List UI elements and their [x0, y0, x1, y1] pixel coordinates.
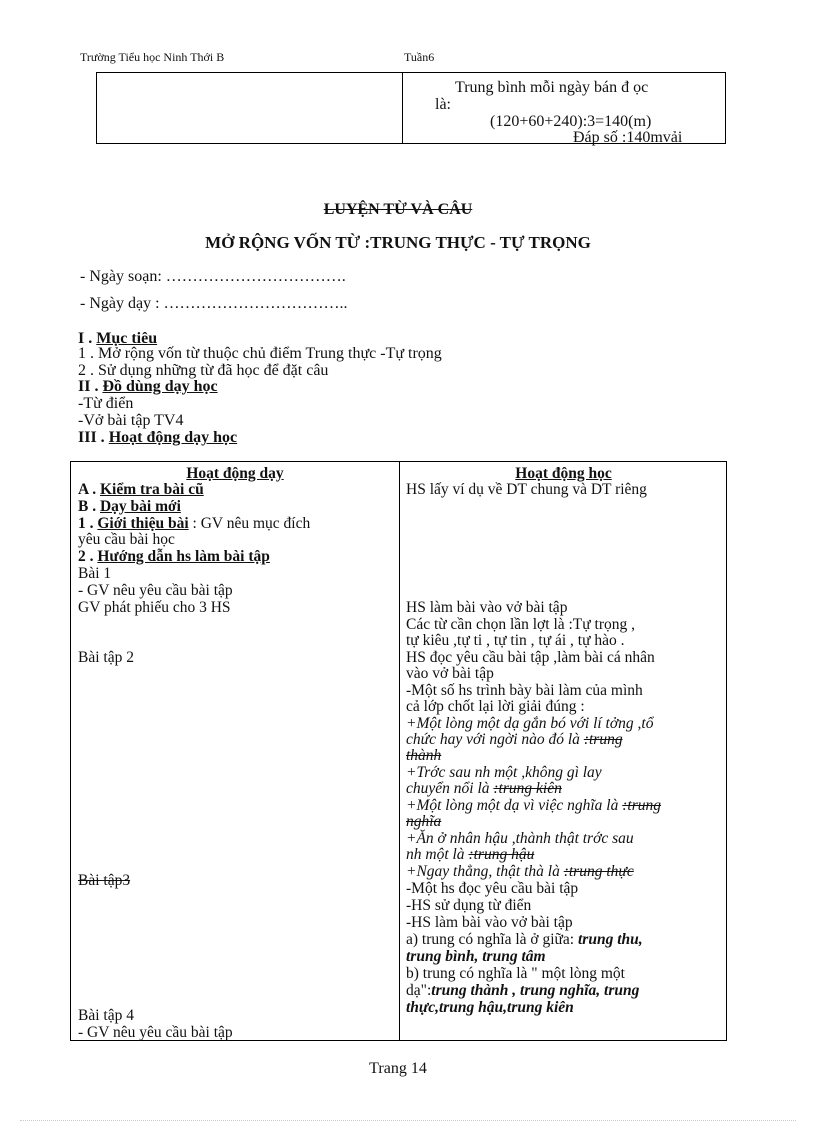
learn-line-25	[406, 983, 639, 999]
learn-line-1: HS lấy ví dụ về DT chung và DT riêng	[406, 481, 647, 498]
learn-line-7: -Một số hs trình bày bài làm của mình	[406, 682, 643, 699]
exercise-1-line-b: GV phát phiếu cho 3 HS	[78, 599, 231, 616]
answer-2-text: chức hay với ngời nào đó là	[406, 731, 584, 748]
answer-line-10	[406, 864, 634, 880]
answer-line-1: +Một lòng một dạ gắn bó với lí tởng ,tổ	[406, 715, 654, 732]
learn-22-text: a) trung có nghĩa là ở giữa:	[406, 931, 578, 948]
answer-2-word: :trung	[583, 731, 623, 748]
learn-line-22	[406, 932, 643, 948]
previous-table-fragment	[96, 72, 726, 144]
exercise-4-line-a: - GV nêu yêu cầu bài tập	[78, 1024, 233, 1041]
answer-10-word: :trung thực	[563, 863, 634, 880]
learn-line-4: tự kiêu ,tự ti , tự tin , tự ái , tự hào .	[406, 632, 625, 649]
answer-line-8: +Ăn ở nhân hậu ,thành thật trớc sau	[406, 830, 634, 847]
answer-line-9	[406, 847, 534, 863]
answer-10-text: +Ngay thẳng, thật thà là	[406, 863, 564, 880]
step-a-title: Kiểm tra bài cũ	[99, 481, 204, 498]
school-name: Trường Tiểu học Ninh Thới B	[80, 50, 225, 64]
section-2-heading	[78, 378, 218, 395]
section-3-number: III .	[78, 429, 105, 446]
prep-date: - Ngày soạn: …………………………….	[80, 268, 346, 285]
exercise-1-label: Bài 1	[78, 565, 112, 582]
tool-1: -Từ điển	[78, 395, 134, 412]
answer-9-text: nh một là	[406, 846, 469, 863]
answer-line-2	[406, 732, 623, 748]
column-header-teach: Hoạt động dạy	[186, 465, 284, 482]
learn-line-26: thực,trung hậu,trung kiên	[406, 999, 574, 1016]
section-1-title: Mục tiêu	[96, 330, 158, 347]
tool-2: -Vở bài tập TV4	[78, 412, 184, 429]
answer-line-7: nghĩa	[406, 813, 442, 830]
answer-9-word: :trung hậu	[468, 846, 535, 863]
section-3-heading	[78, 429, 237, 446]
step-a	[78, 482, 204, 498]
exercise-2-label: Bài tập 2	[78, 649, 134, 666]
exercise-4-label: Bài tập 4	[78, 1007, 134, 1024]
learn-25-text: dạ":	[406, 982, 432, 999]
step-b	[78, 499, 181, 515]
answer-6-text: +Một lòng một dạ vì việc nghĩa là	[406, 797, 623, 814]
answer-line-4: +Trớc sau nh một ,không gì lay	[406, 764, 602, 781]
week-label: Tuần6	[404, 50, 435, 64]
activities-table	[70, 461, 727, 1041]
step-b-number: B .	[78, 498, 97, 515]
bottom-divider	[20, 1120, 796, 1121]
guide-step	[78, 549, 270, 565]
subject-title: LUYỆN TỪ VÀ CÂU	[323, 201, 473, 218]
answer-5-word: :trung kiên	[493, 780, 562, 797]
objective-2: 2 . Sử dụng những từ đã học để đặt câu	[78, 362, 329, 379]
intro-number: 1 .	[78, 515, 94, 532]
exercise-3-label: Bài tập3	[78, 872, 131, 889]
teach-date: - Ngày dạy : ……………………………..	[80, 295, 348, 312]
section-3-title: Hoạt động dạy học	[108, 429, 238, 446]
learn-line-20: -HS sử dụng từ điển	[406, 897, 532, 914]
step-b-title: Dạy bài mới	[99, 498, 181, 515]
section-1-number: I .	[78, 330, 93, 347]
lesson-title: MỞ RỘNG VỐN TỪ :TRUNG THỰC - TỰ TRỌNG	[205, 233, 591, 252]
learn-line-8: cả lớp chốt lại lời giải đúng :	[406, 698, 585, 715]
page-number: Trang 14	[369, 1060, 427, 1077]
step-a-number: A .	[78, 481, 97, 498]
learn-25-words: trung thành , trung nghĩa, trung	[431, 982, 640, 999]
answer-line-6	[406, 798, 661, 814]
intro-text-2: yêu cầu bài học	[78, 531, 175, 548]
answer-line-5	[406, 781, 562, 797]
learn-line-21: -HS làm bài vào vở bài tập	[406, 914, 573, 931]
column-divider	[402, 73, 403, 143]
guide-title: Hướng dẫn hs làm bài tập	[97, 548, 270, 565]
learn-line-23: trung bình, trung tâm	[406, 948, 546, 965]
column-header-learn: Hoạt động học	[515, 465, 612, 482]
guide-number: 2 .	[78, 548, 94, 565]
answer-line-3: thành	[406, 747, 442, 764]
learn-line-5: HS đọc yêu cầu bài tập ,làm bài cá nhân	[406, 649, 655, 666]
column-divider	[399, 462, 400, 1040]
learn-22-words: trung thu,	[577, 931, 643, 948]
intro-step	[78, 516, 310, 532]
exercise-1-line-a: - GV nêu yêu cầu bài tập	[78, 582, 233, 599]
learn-line-19: -Một hs đọc yêu cầu bài tập	[406, 880, 579, 897]
answer-5-text: chuyển nổi là	[406, 780, 494, 797]
intro-text: : GV nêu mục đích	[188, 515, 311, 532]
section-2-number: II .	[78, 378, 99, 395]
answer-6-word: :trung	[622, 797, 661, 814]
prev-line-1: Trung bình mỗi ngày bán đ ọc	[455, 79, 649, 96]
learn-line-2: HS làm bài vào vở bài tập	[406, 599, 568, 616]
objective-1: 1 . Mở rộng vốn từ thuộc chủ điểm Trung thực -Tự trọng	[78, 345, 442, 362]
learn-line-24: b) trung có nghĩa là " một lòng một	[406, 965, 625, 982]
prev-line-3: (120+60+240):3=140(m)	[490, 113, 652, 130]
prev-line-2: là:	[435, 96, 451, 113]
prev-line-4: Đáp số :140mvải	[573, 129, 683, 146]
learn-line-3: Các từ cần chọn lần lợt là :Tự trọng ,	[406, 616, 636, 633]
intro-title: Giới thiệu bài	[97, 515, 189, 532]
learn-line-6: vào vở bài tập	[406, 665, 494, 682]
section-2-title: Đồ dùng dạy học	[102, 378, 218, 395]
